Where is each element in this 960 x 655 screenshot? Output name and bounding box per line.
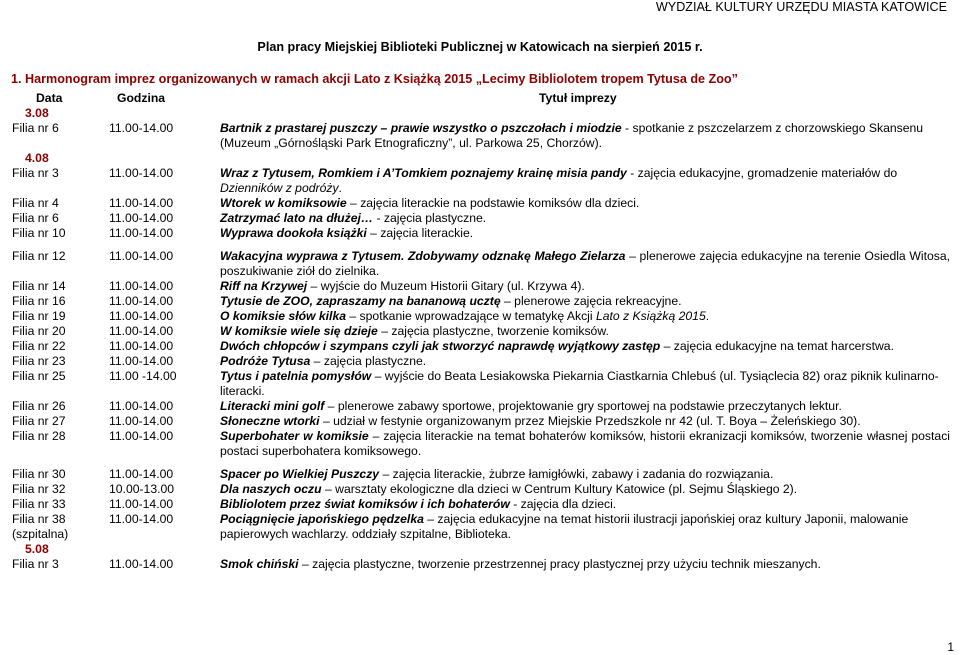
branch: Filia nr 32: [12, 482, 66, 496]
event-desc: – plenerowe zajęcia edukacyjne na terenie Osiedla Witosa, poszukiwanie ziół do zielnika.: [220, 249, 950, 278]
date-label: 3.08: [25, 106, 49, 120]
event-title: Superbohater w komiksie: [220, 429, 369, 443]
event-desc-emphasis: Dzienników z podróży: [220, 181, 339, 195]
table-header-row: [10, 91, 952, 106]
event-cell: [197, 166, 952, 196]
branch: Filia nr 10: [12, 226, 66, 240]
table-row: [10, 557, 952, 572]
event-desc: – udział w festynie organizowanym przez Miejskie Przedszkole nr 42 (ul. T. Boya – Żeleńskiego 30).: [319, 414, 861, 428]
event-desc: – spotkanie wprowadzające w tematykę Akcji: [346, 309, 596, 323]
table-row: [10, 339, 952, 354]
date-row: [10, 151, 952, 166]
event-title: Tytus i patelnia pomysłów: [220, 369, 372, 383]
time: 11.00-14.00: [109, 279, 174, 293]
branch: Filia nr 12: [12, 249, 66, 263]
schedule-table: [10, 91, 952, 572]
time: 11.00-14.00: [109, 414, 174, 428]
event-desc: – zajęcia plastyczne, tworzenie komiksów.: [377, 324, 609, 338]
table-row: [10, 414, 952, 429]
event-cell: [197, 497, 952, 512]
table-row: [10, 121, 952, 151]
time: 11.00-14.00: [109, 309, 174, 323]
event-cell: [197, 226, 952, 241]
event-cell: [197, 557, 952, 572]
event-cell: [197, 309, 952, 324]
event-desc: – warsztaty ekologiczne dla dzieci w Centrum Kultury Katowice (pl. Sejmu Śląskiego 2).: [321, 482, 798, 496]
event-desc: – zajęcia literackie na temat bohaterów komiksów, historii ekranizacji komiksów, tworzenie własnej postaci postaci superbohatera komiksowego.: [220, 429, 950, 458]
event-title: Dwóch chłopców i szympans czyli jak stworzyć naprawdę wyjątkowy zastęp: [220, 339, 661, 353]
event-desc-end: .: [705, 309, 710, 323]
time: 11.00-14.00: [109, 324, 174, 338]
event-cell: [197, 196, 952, 211]
table-row: [10, 497, 952, 512]
page-number: 1: [947, 640, 954, 654]
branch: Filia nr 14: [12, 279, 66, 293]
table-row: [10, 279, 952, 294]
event-desc-end: .: [338, 181, 342, 195]
event-title: Pociągnięcie japońskiego pędzelka: [220, 512, 424, 526]
branch: Filia nr 16: [12, 294, 66, 308]
branch: Filia nr 3: [12, 557, 59, 571]
branch: Filia nr 27: [12, 414, 66, 428]
time: 11.00-14.00: [109, 512, 174, 526]
event-desc: - spotkanie z pszczelarzem z chorzowskiego Skansenu (Muzeum „Górnośląski Park Etnograficzny”, ul. Parkowa 25, Chorzów).: [220, 121, 924, 150]
branch: Filia nr 20: [12, 324, 66, 338]
event-title: Literacki mini golf: [220, 399, 325, 413]
branch-cell: [10, 512, 107, 542]
department-header: WYDZIAŁ KULTURY URZĘDU MIASTA KATOWICE: [655, 0, 947, 14]
branch: Filia nr 6: [12, 121, 59, 135]
event-desc: - zajęcia edukacyjne, gromadzenie materiałów do: [626, 166, 898, 180]
event-cell: [197, 414, 952, 429]
date-label: 4.08: [25, 151, 49, 165]
event-cell: [197, 324, 952, 339]
time: 11.00-14.00: [109, 497, 174, 511]
event-cell: [197, 354, 952, 369]
time: 11.00-14.00: [109, 399, 174, 413]
event-desc: – zajęcia edukacyjne na temat harcerstwa.: [660, 339, 894, 353]
table-row: [10, 354, 952, 369]
table-row: [10, 166, 952, 196]
event-title: Wraz z Tytusem, Romkiem i A’Tomkiem poznajemy krainę misia pandy: [220, 166, 627, 180]
time: 11.00-14.00: [109, 429, 174, 443]
time: 11.00-14.00: [109, 557, 174, 571]
event-cell: [197, 279, 952, 294]
branch: Filia nr 28: [12, 429, 66, 443]
branch: Filia nr 22: [12, 339, 66, 353]
branch: Filia nr 30: [12, 467, 66, 481]
branch: Filia nr 25: [12, 369, 66, 383]
col-date-header: Data: [36, 91, 63, 105]
col-title-header: Tytuł imprezy: [539, 91, 617, 105]
time: 11.00-14.00: [109, 166, 174, 180]
time: 11.00-14.00: [109, 211, 174, 225]
event-title: Tytusie de ZOO, zapraszamy na bananową ucztę: [220, 294, 501, 308]
event-cell: [197, 339, 952, 354]
time: 11.00-14.00: [109, 354, 174, 368]
event-desc: – zajęcia edukacyjne na temat historii ilustracji japońskiej oraz kultury Japonii, malowanie papierowych wachlarzy. oddziały szpitalne, Biblioteka.: [220, 512, 909, 541]
event-cell: [197, 249, 952, 279]
table-row: [10, 482, 952, 497]
spacer-row: [10, 459, 952, 467]
event-title: Riff na Krzywej: [220, 279, 308, 293]
time: 11.00-14.00: [109, 249, 174, 263]
event-desc: - zajęcia plastyczne.: [373, 211, 487, 225]
event-title: Bartnik z prastarej puszczy – prawie wszystko o pszczołach i miodzie: [220, 121, 622, 135]
time: 11.00-14.00: [109, 467, 174, 481]
event-cell: [197, 294, 952, 309]
event-desc: – plenerowe zajęcia rekreacyjne.: [500, 294, 682, 308]
date-row: [10, 542, 952, 557]
time: 10.00-13.00: [109, 482, 175, 496]
spacer-row: [10, 241, 952, 249]
col-time-header: Godzina: [117, 91, 166, 105]
time: 11.00-14.00: [109, 196, 174, 210]
event-cell: [197, 512, 952, 542]
event-cell: [197, 211, 952, 226]
table-row: [10, 467, 952, 482]
table-row: [10, 324, 952, 339]
event-cell: [197, 429, 952, 459]
event-desc: – wyjście do Muzeum Historii Gitary (ul. Krzywa 4).: [307, 279, 585, 293]
branch: Filia nr 19: [12, 309, 66, 323]
event-title: Bibliolotem przez świat komiksów i ich bohaterów: [220, 497, 510, 511]
table-row: [10, 309, 952, 324]
event-title: Zatrzymać lato na dłużej…: [220, 211, 374, 225]
event-desc: - zajęcia dla dzieci.: [509, 497, 617, 511]
branch: Filia nr 4: [12, 196, 59, 210]
event-title: Wtorek w komiksowie: [220, 196, 347, 210]
event-cell: [197, 121, 952, 151]
event-title: O komiksie słów kilka: [220, 309, 346, 323]
branch: Filia nr 26: [12, 399, 66, 413]
event-title: W komiksie wiele się dzieje: [220, 324, 378, 338]
event-title: Wakacyjna wyprawa z Tytusem. Zdobywamy odznakę Małego Zielarza: [220, 249, 626, 263]
table-row: [10, 294, 952, 309]
branch: Filia nr 23: [12, 354, 66, 368]
event-title: Słoneczne wtorki: [220, 414, 320, 428]
event-cell: [197, 467, 952, 482]
branch: Filia nr 38: [12, 512, 66, 526]
time: 11.00-14.00: [109, 121, 174, 135]
table-row: [10, 249, 952, 279]
plan-title: Plan pracy Miejskiej Biblioteki Publicznej w Katowicach na sierpień 2015 r.: [257, 40, 703, 54]
event-title: Spacer po Wielkiej Puszczy: [220, 467, 380, 481]
table-row: [10, 211, 952, 226]
time: 11.00-14.00: [109, 339, 174, 353]
event-desc-emphasis: Lato z Książką 2015: [595, 309, 706, 323]
event-desc: – zajęcia plastyczne.: [310, 354, 427, 368]
section-title: 1. Harmonogram imprez organizowanych w ramach akcji Lato z Książką 2015 „Lecimy Bibliolotem tropem Tytusa de Zoo”: [11, 72, 738, 86]
event-cell: [197, 399, 952, 414]
event-title: Podróże Tytusa: [220, 354, 311, 368]
table-row: [10, 429, 952, 459]
table-row: [10, 226, 952, 241]
event-desc: – zajęcia literackie.: [366, 226, 474, 240]
time: 11.00-14.00: [109, 226, 174, 240]
event-title: Dla naszych oczu: [220, 482, 322, 496]
table-row: [10, 399, 952, 414]
event-cell: [197, 369, 952, 399]
table-row: [10, 369, 952, 399]
branch: Filia nr 33: [12, 497, 66, 511]
date-row: [10, 106, 952, 121]
event-desc: – zajęcia plastyczne, tworzenie przestrzennej pracy plastycznej przy użyciu technik mieszanych.: [298, 557, 821, 571]
table-row: [10, 196, 952, 211]
time: 11.00-14.00: [109, 294, 174, 308]
event-cell: [197, 482, 952, 497]
branch: Filia nr 6: [12, 211, 59, 225]
event-desc: – zajęcia literackie na podstawie komiksów dla dzieci.: [346, 196, 640, 210]
event-desc: – plenerowe zabawy sportowe, projektowanie gry sportowej na podstawie przeczytanych lektur.: [324, 399, 842, 413]
event-title: Smok chiński: [220, 557, 299, 571]
date-label: 5.08: [25, 542, 49, 556]
branch-note: (szpitalna): [12, 527, 69, 541]
time: 11.00 -14.00: [109, 369, 177, 383]
table-row: [10, 512, 952, 542]
event-desc: – wyjście do Beata Lesiakowska Piekarnia Ciastkarnia Chlebuś (ul. Tysiąclecia 82) oraz piknik kulinarno-literacki.: [220, 369, 939, 398]
event-desc: – zajęcia literackie, żubrze łamigłówki, zabawy i zadania do rozwiązania.: [379, 467, 774, 481]
event-title: Wyprawa dookoła książki: [220, 226, 367, 240]
branch: Filia nr 3: [12, 166, 59, 180]
